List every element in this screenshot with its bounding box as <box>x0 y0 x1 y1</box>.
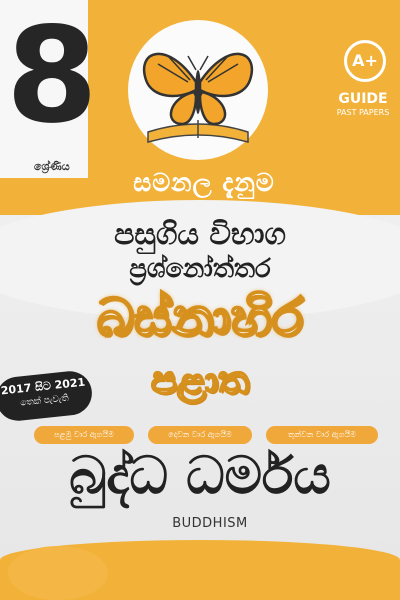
term-pill-3: තුන්වන වාර ඇගයීම <box>266 426 378 444</box>
publisher-badge <box>338 40 388 120</box>
year-range-badge <box>0 369 94 423</box>
hero-subtitle: පළාත <box>150 358 250 402</box>
hero-title: බස්නාහිර <box>96 288 304 348</box>
title-line-2: ප්‍රශ්නෝත්තර <box>129 254 271 284</box>
term-pill-2: දෙවන වාර ඇගයීම <box>148 426 252 444</box>
series-title: සමනල දැනුම <box>133 168 275 197</box>
a-plus-mark: A+ <box>344 40 386 82</box>
year-range-sub: තෙක් පැවැති <box>19 393 70 409</box>
guide-subtitle: PAST PAPERS <box>336 108 390 117</box>
guide-word: GUIDE <box>338 91 388 107</box>
term-pills <box>34 426 384 446</box>
term-pill-1: පළමු වාර ඇගයීම <box>34 426 134 444</box>
bottom-left-seal <box>8 546 108 600</box>
grade-panel <box>0 0 94 178</box>
grade-label: ශ්‍රේණිය <box>34 160 70 173</box>
butterfly-book-emblem <box>128 20 268 160</box>
year-range: 2017 සිට 2021 <box>0 375 86 398</box>
grade-number: 8 <box>6 0 94 153</box>
title-line-1: පසුගිය විභාග <box>114 217 286 252</box>
subject-title: බුද්ධ ධර්මය <box>69 446 331 506</box>
butterfly-icon <box>128 20 268 160</box>
subject-english: BUDDHISM <box>172 516 248 531</box>
